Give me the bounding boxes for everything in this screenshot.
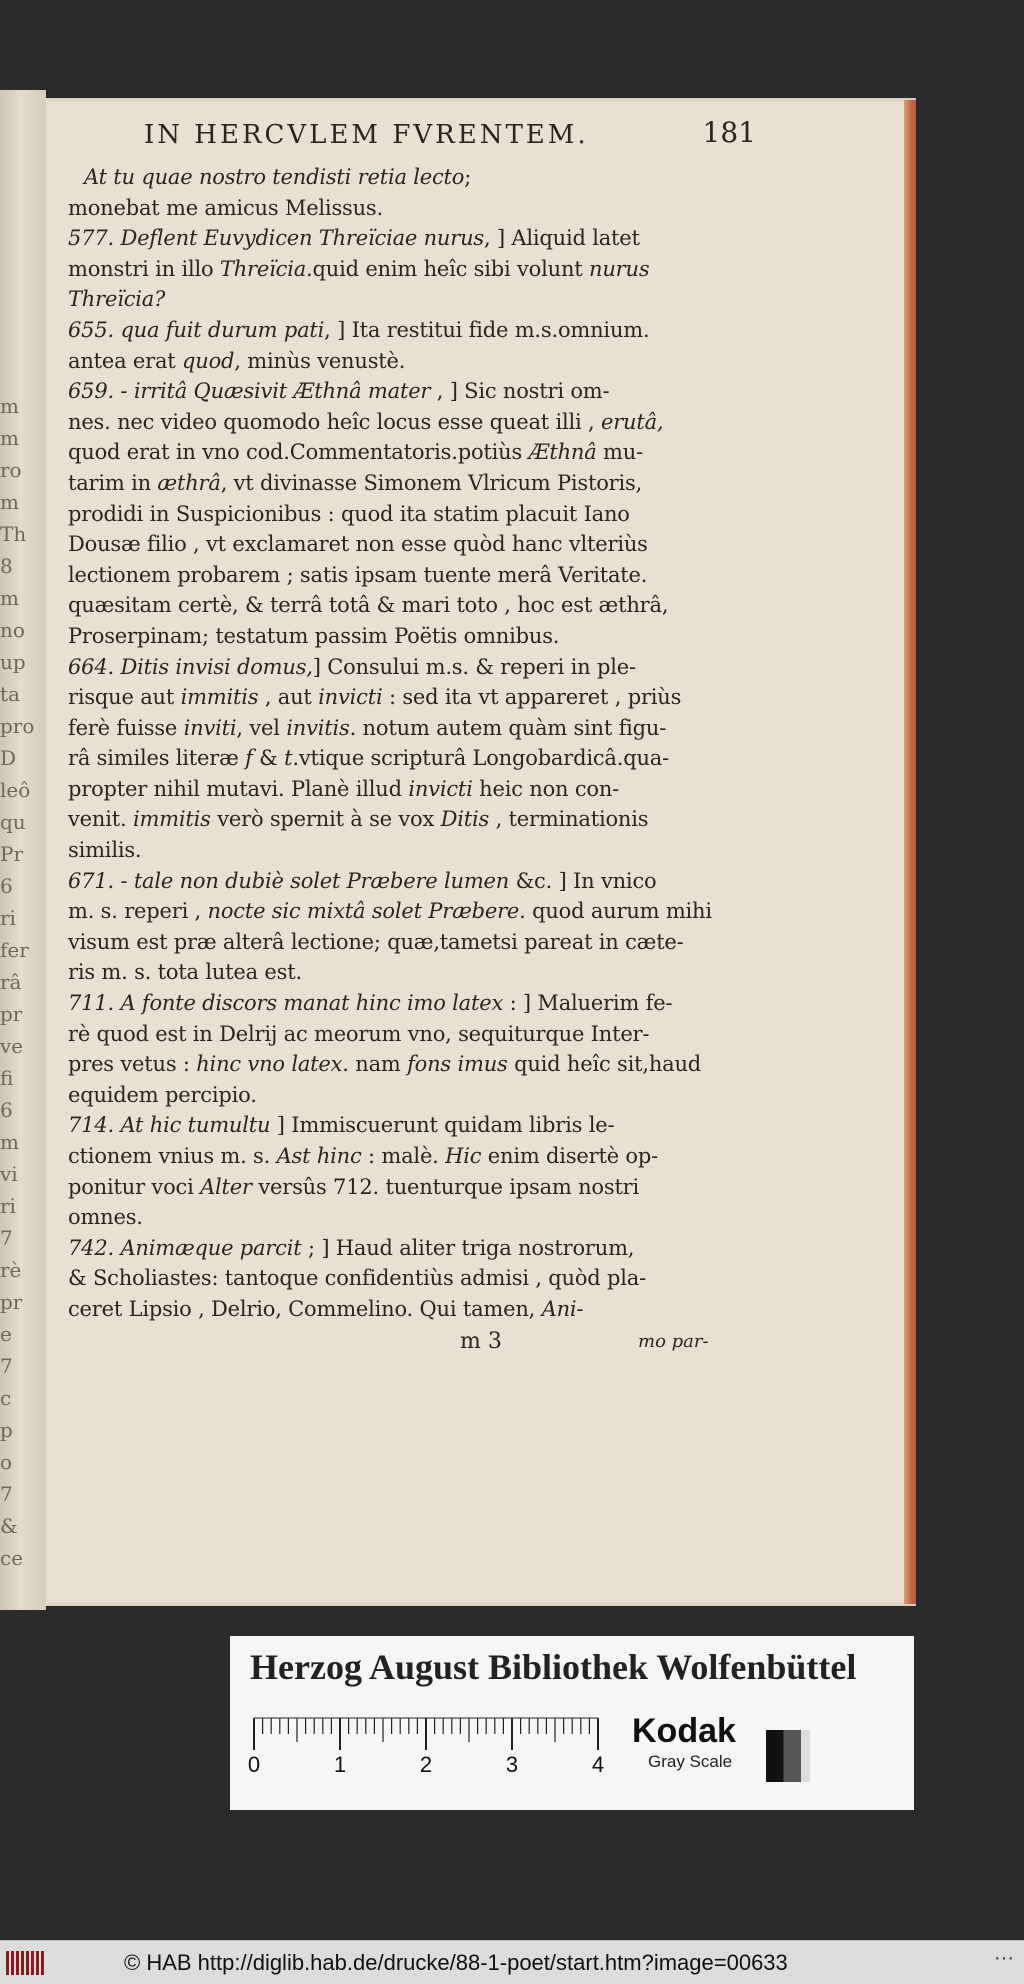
- footer-bar: [0, 1940, 1024, 1984]
- roman-text: &: [252, 746, 285, 771]
- facing-fragment: m: [0, 394, 19, 418]
- roman-text: lectionem probarem ; satis ipsam tuente merâ Veritate.: [68, 562, 648, 587]
- italic-text: Ani-: [541, 1296, 584, 1321]
- italic-text: 742.: [68, 1235, 121, 1260]
- roman-text: heic non con-: [472, 776, 620, 801]
- text-line: [68, 927, 728, 958]
- running-head: [68, 112, 756, 160]
- facing-fragment: fi: [0, 1066, 14, 1090]
- italic-text: immitis: [180, 685, 259, 710]
- facing-fragment: 6: [0, 874, 13, 898]
- italic-text: Æthnâ: [528, 440, 597, 465]
- facing-page-text: [0, 390, 35, 1574]
- footer-link[interactable]: © HAB http://diglib.hab.de/drucke/88-1-poet/start.htm?image=00633: [124, 1950, 788, 1975]
- facing-fragment: ta: [0, 682, 20, 706]
- italic-text: 711.: [68, 991, 121, 1016]
- roman-text: : sed ita vt appareret , priùs: [382, 685, 682, 710]
- facing-fragment: ce: [0, 1546, 24, 1570]
- italic-text: tale non dubiè solet Præbere lumen: [133, 868, 510, 893]
- italic-text: 577.: [68, 226, 121, 251]
- facing-fragment: o: [0, 1450, 13, 1474]
- italic-text: invicti: [318, 685, 383, 710]
- facing-fragment: 7: [0, 1482, 13, 1506]
- italic-text: Ditis invisi domus,: [120, 654, 313, 679]
- roman-text: : ] Maluerim fe-: [503, 991, 673, 1016]
- hab-logo-icon: [6, 1951, 46, 1975]
- facing-fragment: m: [0, 586, 19, 610]
- text-line: [68, 346, 728, 377]
- page-content: [68, 112, 756, 1361]
- roman-text: ferè fuisse: [68, 715, 184, 740]
- running-title: IN HERCVLEM FVRENTEM.: [144, 120, 589, 150]
- italic-text: Ast hinc: [276, 1144, 362, 1168]
- roman-text: prodidi in Suspicionibus : quod ita statim placuit Iano: [68, 501, 630, 526]
- facing-fragment: rè: [0, 1258, 22, 1282]
- page-red-edge: [904, 100, 916, 1604]
- roman-text: pres vetus :: [68, 1052, 197, 1077]
- roman-text: , ] Aliquid latet: [484, 226, 640, 251]
- facing-fragment: 6: [0, 1098, 13, 1122]
- italic-text: inviti: [183, 715, 237, 740]
- text-line: [68, 743, 728, 774]
- roman-text: quod aurum mihi: [525, 899, 712, 924]
- text-line: [68, 223, 728, 254]
- roman-text: enim disertè op-: [481, 1144, 658, 1168]
- roman-text: quæsitam certè, & terrâ totâ & mari toto , hoc est æthrâ,: [68, 593, 669, 618]
- card-title: Herzog August Bibliothek Wolfenbüttel: [250, 1647, 857, 1687]
- italic-text: 664.: [68, 654, 121, 679]
- roman-text: , vel: [236, 715, 287, 740]
- catchword: mo par-: [638, 1330, 709, 1352]
- roman-text: equidem percipio.: [68, 1082, 257, 1107]
- italic-text: 714.: [68, 1113, 121, 1138]
- facing-fragment: up: [0, 650, 26, 674]
- text-line: [68, 896, 728, 927]
- roman-text: ceret Lipsio , Delrio, Commelino. Qui tamen,: [68, 1296, 542, 1321]
- roman-text: , aut: [258, 685, 319, 710]
- facing-fragment: ri: [0, 906, 16, 930]
- italic-text: æthrâ: [157, 470, 221, 495]
- text-line: [68, 957, 728, 988]
- text-line: [68, 254, 728, 285]
- italic-text: t: [284, 746, 293, 771]
- ruler-label: 2: [419, 1752, 433, 1777]
- roman-text: ] Consului m.s. & reperi in ple-: [312, 654, 636, 679]
- facing-fragment: ro: [0, 458, 22, 482]
- text-line: [68, 407, 728, 438]
- italic-text: immitis: [132, 807, 211, 832]
- roman-text: venit.: [68, 807, 133, 832]
- facing-fragment: fer: [0, 938, 29, 962]
- roman-text: . notum autem quàm sint figu-: [349, 715, 667, 740]
- text-line: [68, 560, 728, 591]
- gray-patch: [766, 1730, 810, 1782]
- text-line: [68, 1080, 728, 1111]
- text-line: [68, 376, 728, 407]
- text-line: [68, 437, 728, 468]
- text-line: [68, 621, 728, 652]
- text-line: [68, 1294, 728, 1325]
- roman-text: quid enim heîc sibi volunt: [312, 256, 589, 281]
- facing-fragment: râ: [0, 970, 22, 994]
- italic-text: invitis: [286, 715, 350, 740]
- text-line: [68, 804, 728, 835]
- italic-text: Ditis: [440, 807, 490, 832]
- italic-text: hinc vno latex: [196, 1052, 343, 1077]
- facing-fragment: pr: [0, 1290, 23, 1314]
- italic-text: At tu quae nostro tendisti retia lecto: [84, 165, 465, 189]
- italic-text: irritâ Quæsivit Æthnâ mater: [133, 379, 431, 404]
- italic-text: Threïcia?: [68, 287, 166, 312]
- roman-text: &c. ] In vnico: [509, 868, 657, 893]
- roman-text: , terminationis: [489, 807, 649, 832]
- facing-fragment: &: [0, 1514, 18, 1538]
- roman-text: propter nihil mutavi. Planè illud: [68, 776, 409, 801]
- roman-text: ] Immiscuerunt quidam libris le-: [270, 1113, 615, 1138]
- roman-text: quod erat in vno cod.Commentatoris.potiùs: [68, 440, 529, 465]
- roman-text: .vtique scripturâ Longobardicâ.qua-: [292, 746, 669, 771]
- roman-text: mu-: [596, 440, 643, 465]
- facing-fragment: Th: [0, 522, 27, 546]
- italic-text: invicti: [408, 776, 473, 801]
- roman-text: ris m. s. tota lutea est.: [68, 960, 302, 985]
- facing-fragment: Pr: [0, 842, 24, 866]
- roman-text: monebat me amicus Melissus.: [68, 195, 383, 220]
- roman-text: , ] Ita restitui fide m.s.omnium.: [324, 317, 650, 342]
- roman-text: , vt divinasse Simonem Vlricum Pistoris,: [220, 470, 643, 495]
- roman-text: antea erat: [68, 348, 183, 373]
- roman-text: visum est præ alterâ lectione; quæ,tametsi pareat in cæte-: [68, 929, 684, 954]
- roman-text: omnes.: [68, 1205, 143, 1230]
- roman-text: m. s. reperi ,: [68, 899, 208, 924]
- facing-fragment: vi: [0, 1162, 18, 1186]
- italic-text: A fonte discors manat hinc imo latex: [120, 991, 504, 1016]
- text-line: [68, 1141, 728, 1172]
- roman-text: similis.: [68, 838, 142, 863]
- italic-text: Animæque parcit: [120, 1235, 302, 1260]
- italic-text: At hic tumultu: [120, 1113, 271, 1138]
- text-line: [68, 988, 728, 1019]
- roman-text: rè quod est in Delrij ac meorum vno, sequiturque Inter-: [68, 1021, 650, 1046]
- italic-text: f: [245, 746, 253, 771]
- italic-text: nurus: [589, 256, 650, 281]
- roman-text: versûs 712. tuenturque ipsam nostri: [251, 1174, 640, 1199]
- italic-text: erutâ,: [600, 409, 664, 434]
- text-line: [68, 499, 728, 530]
- text-line: [68, 1172, 728, 1203]
- color-card: [230, 1636, 914, 1810]
- roman-text: & Scholiastes: tantoque confidentiùs admisi , quòd pla-: [68, 1266, 647, 1291]
- roman-text: monstri in illo: [68, 256, 220, 281]
- italic-text: 659. -: [68, 379, 134, 404]
- roman-text: : malè.: [361, 1144, 446, 1168]
- more-icon[interactable]: ···: [994, 1947, 1014, 1969]
- facing-fragment: ve: [0, 1034, 24, 1058]
- italic-text: 655.: [68, 317, 121, 342]
- facing-fragment: no: [0, 618, 25, 642]
- roman-text: . nam: [342, 1052, 408, 1077]
- facing-fragment: e: [0, 1322, 12, 1346]
- facing-fragment: c: [0, 1386, 12, 1410]
- roman-text: verò spernit à se vox: [210, 807, 441, 832]
- roman-text: nes. nec video quomodo heîc locus esse queat illi ,: [68, 409, 601, 434]
- facing-fragment: 7: [0, 1354, 13, 1378]
- italic-text: Threïcia.: [219, 256, 313, 281]
- italic-text: quod: [182, 348, 235, 373]
- facing-fragment: m: [0, 490, 19, 514]
- roman-text: Dousæ filio , vt exclamaret non esse quòd hanc vlteriùs: [68, 532, 648, 557]
- roman-text: ;: [464, 165, 472, 189]
- roman-text: ctionem vnius m. s.: [68, 1144, 277, 1168]
- text-line: [68, 468, 728, 499]
- facing-fragment: m: [0, 1130, 19, 1154]
- italic-text: qua fuit durum pati: [120, 317, 325, 342]
- roman-text: ponitur voci: [68, 1174, 201, 1199]
- roman-text: risque aut: [68, 685, 181, 710]
- roman-text: quid heîc sit,haud: [507, 1052, 702, 1077]
- catch-line: [68, 1325, 728, 1361]
- facing-fragment: 8: [0, 554, 13, 578]
- text-line: [68, 682, 728, 713]
- italic-text: Deflent Euvydicen Threïciae nurus: [120, 226, 484, 251]
- text-line: [68, 162, 728, 193]
- text-line: [68, 1049, 728, 1080]
- text-line: [68, 1263, 728, 1294]
- text-line: [68, 315, 728, 346]
- roman-text: ; ] Haud aliter triga nostrorum,: [301, 1235, 635, 1260]
- italic-text: fons imus: [407, 1052, 508, 1077]
- roman-text: tarim in: [68, 470, 158, 495]
- facing-fragment: qu: [0, 810, 26, 834]
- signature-mark: m 3: [460, 1328, 502, 1354]
- facing-fragment: pro: [0, 714, 35, 738]
- text-line: [68, 1110, 728, 1141]
- roman-text: râ similes literæ: [68, 746, 246, 771]
- facing-fragment: ri: [0, 1194, 16, 1218]
- kodak-logo: Kodak: [632, 1712, 736, 1750]
- italic-text: Alter: [200, 1174, 252, 1199]
- text-line: [68, 529, 728, 560]
- italic-text: Hic: [445, 1144, 482, 1168]
- text-line: [68, 713, 728, 744]
- facing-page-edge: [0, 90, 46, 1610]
- scale-ruler: [247, 1716, 630, 1777]
- text-line: [68, 590, 728, 621]
- text-line: [68, 193, 728, 224]
- text-line: [68, 284, 728, 315]
- italic-text: nocte sic mixtâ solet Præbere.: [207, 899, 526, 924]
- italic-text: 671. -: [68, 868, 134, 893]
- facing-fragment: D: [0, 746, 17, 770]
- facing-fragment: m: [0, 426, 19, 450]
- text-line: [68, 1202, 728, 1233]
- facing-fragment: pr: [0, 1002, 23, 1026]
- roman-text: , ] Sic nostri om-: [430, 379, 610, 404]
- roman-text: Proserpinam; testatum passim Poëtis omnibus.: [68, 623, 560, 648]
- text-line: [68, 835, 728, 866]
- facing-fragment: p: [0, 1418, 13, 1442]
- text-line: [68, 774, 728, 805]
- ruler-label: 0: [247, 1752, 261, 1777]
- facing-fragment: 7: [0, 1226, 13, 1250]
- gray-scale-label: Gray Scale: [648, 1752, 733, 1771]
- ruler-label: 1: [333, 1752, 347, 1777]
- ruler-label: 4: [591, 1752, 605, 1777]
- text-line: [68, 1233, 728, 1264]
- roman-text: , minùs venustè.: [234, 348, 406, 373]
- text-line: [68, 1019, 728, 1050]
- text-line: [68, 652, 728, 683]
- ruler-label: 3: [505, 1752, 519, 1777]
- text-line: [68, 866, 728, 897]
- page-number: 181: [702, 116, 756, 149]
- facing-fragment: leô: [0, 778, 31, 802]
- text-body: [68, 162, 728, 1325]
